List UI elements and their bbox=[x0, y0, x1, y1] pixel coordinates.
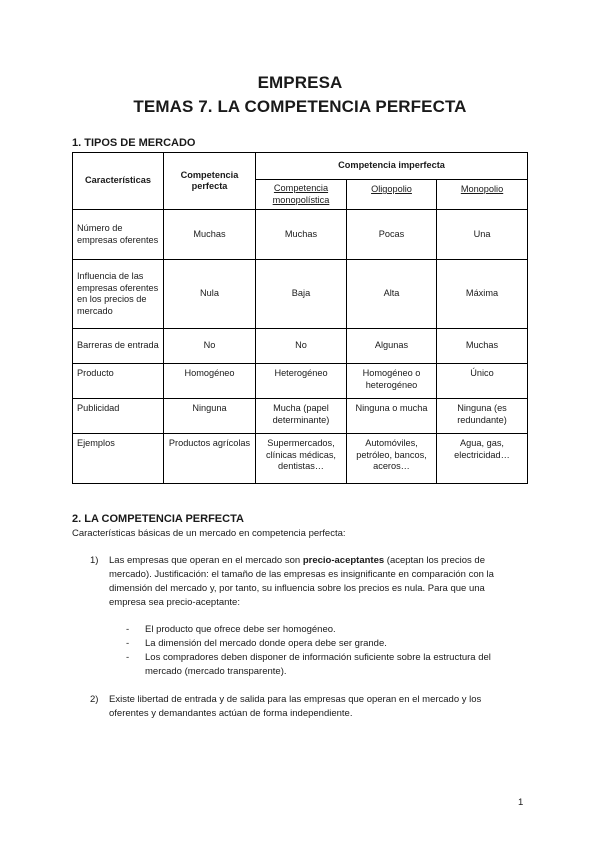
bullet-text: Los compradores deben disponer de información suficiente sobre la estructura del mercado (mercado transparente). bbox=[145, 652, 491, 677]
item-text: Existe libertad de entrada y de salida para las empresas que operan en el mercado y los oferentes y demandantes actúan de forma independiente. bbox=[109, 694, 482, 719]
table-row bbox=[73, 329, 528, 364]
cell-monopolistica: Supermercados, clínicas médicas, dentistas… bbox=[256, 434, 347, 484]
bullet-dash: - bbox=[126, 624, 130, 635]
cell-oligopolio: Ninguna o mucha bbox=[347, 399, 437, 434]
row-label: Publicidad bbox=[73, 399, 164, 434]
cell-monopolistica: No bbox=[256, 329, 347, 364]
item-text bbox=[109, 554, 522, 610]
row-label: Barreras de entrada bbox=[73, 329, 164, 364]
subheader-monopolio-text: Monopolio bbox=[460, 184, 504, 194]
cell-oligopolio: Pocas bbox=[347, 210, 437, 260]
cell-monopolio: Agua, gas, electricidad… bbox=[437, 434, 528, 484]
section-heading-tipos-mercado: 1. TIPOS DE MERCADO bbox=[72, 137, 196, 149]
cell-oligopolio: Automóviles, petróleo, bancos, aceros… bbox=[347, 434, 437, 484]
subheader-monopolistica-text: Competencia monopolística bbox=[272, 183, 330, 205]
table-header-row bbox=[73, 153, 528, 180]
section-heading-competencia-perfecta: 2. LA COMPETENCIA PERFECTA bbox=[72, 513, 244, 525]
bullet-text: La dimensión del mercado donde opera debe ser grande. bbox=[145, 638, 387, 649]
cell-monopolio: Ninguna (es redundante) bbox=[437, 399, 528, 434]
item-text-bold: precio-aceptantes bbox=[302, 555, 385, 566]
page-number: 1 bbox=[518, 797, 524, 808]
cell-oligopolio: Algunas bbox=[347, 329, 437, 364]
row-label: Influencia de las empresas oferentes en los precios de mercado bbox=[73, 260, 164, 329]
subheader-oligopolio bbox=[347, 180, 437, 210]
subheader-monopolistica bbox=[256, 180, 347, 210]
document-subtitle: TEMAS 7. LA COMPETENCIA PERFECTA bbox=[133, 97, 467, 116]
cell-perfecta: Productos agrícolas bbox=[164, 434, 256, 484]
table-row bbox=[73, 399, 528, 434]
cell-perfecta: Nula bbox=[164, 260, 256, 329]
header-competencia-imperfecta: Competencia imperfecta bbox=[256, 153, 528, 180]
item-text-before: Las empresas que operan en el mercado son bbox=[109, 555, 303, 566]
row-label: Producto bbox=[73, 364, 164, 399]
cell-perfecta: No bbox=[164, 329, 256, 364]
cell-monopolio: Una bbox=[437, 210, 528, 260]
header-competencia-perfecta: Competencia perfecta bbox=[164, 153, 256, 210]
document-title: EMPRESA bbox=[257, 73, 343, 92]
subheader-monopolio bbox=[437, 180, 528, 210]
table-row bbox=[73, 364, 528, 399]
table-row bbox=[73, 210, 528, 260]
item-text-after: (aceptan los precios de mercado). Justificación: el tamaño de las empresas es insignificante en comparación con la dimensión del mercado y, por tanto, su influencia sobre los precios es nula. Para que una empresa sea precio-aceptante: bbox=[109, 555, 494, 608]
cell-monopolio: Muchas bbox=[437, 329, 528, 364]
item-number: 1) bbox=[90, 555, 99, 566]
table-row bbox=[73, 260, 528, 329]
header-caracteristicas: Características bbox=[73, 153, 164, 210]
bullet-text: El producto que ofrece debe ser homogéneo. bbox=[145, 624, 336, 635]
cell-monopolistica: Mucha (papel determinante) bbox=[256, 399, 347, 434]
item-number: 2) bbox=[90, 694, 99, 705]
section-intro: Características básicas de un mercado en competencia perfecta: bbox=[72, 528, 346, 539]
subheader-oligopolio-text: Oligopolio bbox=[371, 184, 412, 194]
cell-monopolistica: Heterogéneo bbox=[256, 364, 347, 399]
bullet-dash: - bbox=[126, 638, 130, 649]
cell-perfecta: Muchas bbox=[164, 210, 256, 260]
table-row bbox=[73, 434, 528, 484]
cell-perfecta: Ninguna bbox=[164, 399, 256, 434]
cell-monopolio: Único bbox=[437, 364, 528, 399]
cell-perfecta: Homogéneo bbox=[164, 364, 256, 399]
cell-monopolio: Máxima bbox=[437, 260, 528, 329]
bullet-dash: - bbox=[126, 652, 130, 663]
market-types-table bbox=[72, 152, 528, 484]
cell-oligopolio: Alta bbox=[347, 260, 437, 329]
cell-monopolistica: Baja bbox=[256, 260, 347, 329]
cell-oligopolio: Homogéneo o heterogéneo bbox=[347, 364, 437, 399]
row-label: Número de empresas oferentes bbox=[73, 210, 164, 260]
cell-monopolistica: Muchas bbox=[256, 210, 347, 260]
row-label: Ejemplos bbox=[73, 434, 164, 484]
